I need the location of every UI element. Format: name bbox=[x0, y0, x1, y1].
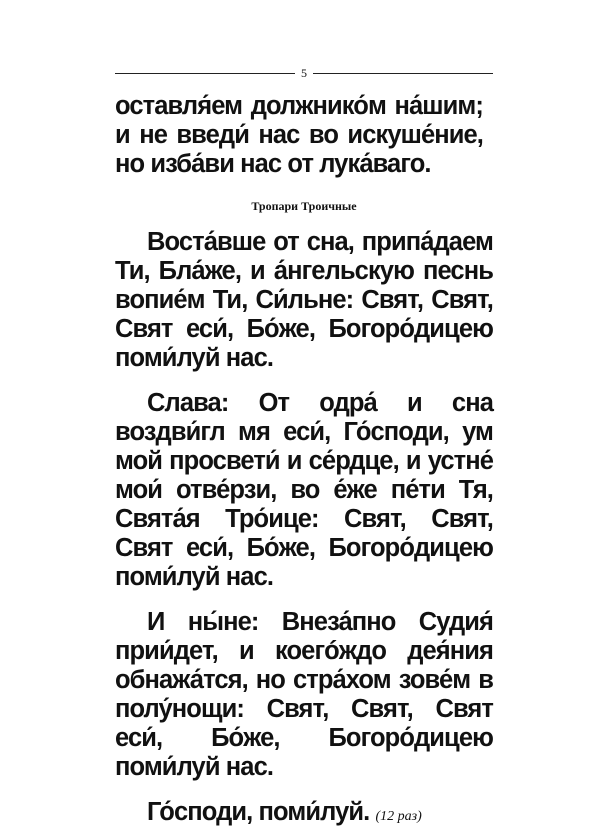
header-rule-right bbox=[313, 73, 493, 74]
page-header bbox=[115, 62, 493, 84]
closing-rubric: (12 раз) bbox=[375, 809, 422, 824]
section-title: Тропари Троичные bbox=[251, 199, 357, 213]
continuation-paragraph: оставля́ем должнико́м на́шим; и не введи́ нас во искуше́ние, но изба́ви нас от лука́ваго. bbox=[115, 92, 483, 178]
troparion-1: Воста́вше от сна, припа́даем Ти, Бла́же, и а́нгельскую песнь вопие́м Ти, Си́льне: Свят, Свят, Свят еси́, Бо́же, Богоро́дицею поми́луй нас. bbox=[115, 228, 493, 372]
closing-prayer bbox=[115, 798, 493, 831]
book-page bbox=[115, 62, 493, 831]
troparion-2: Слава: От одра́ и сна воздви́гл мя еси́, Го́споди, ум мой просвети́ и се́рдце, и устне́ мои́ отве́рзи, во е́же пе́ти Тя, Свята́я Тро́ице: Свят, Свят, Свят еси́, Бо́же, Богоро́дицею поми́луй нас. bbox=[115, 389, 493, 591]
closing-text: Го́споди, поми́луй. bbox=[147, 798, 370, 826]
page-number: 5 bbox=[301, 66, 307, 80]
header-rule-left bbox=[115, 73, 295, 74]
troparion-3: И ны́не: Внеза́пно Судия́ прии́дет, и коегóждо дея́ния обнажа́тся, но стра́хом зове́м в полу́нощи: Свят, Свят, Свят еси́, Бо́же, Богоро́дицею поми́луй нас. bbox=[115, 608, 493, 781]
